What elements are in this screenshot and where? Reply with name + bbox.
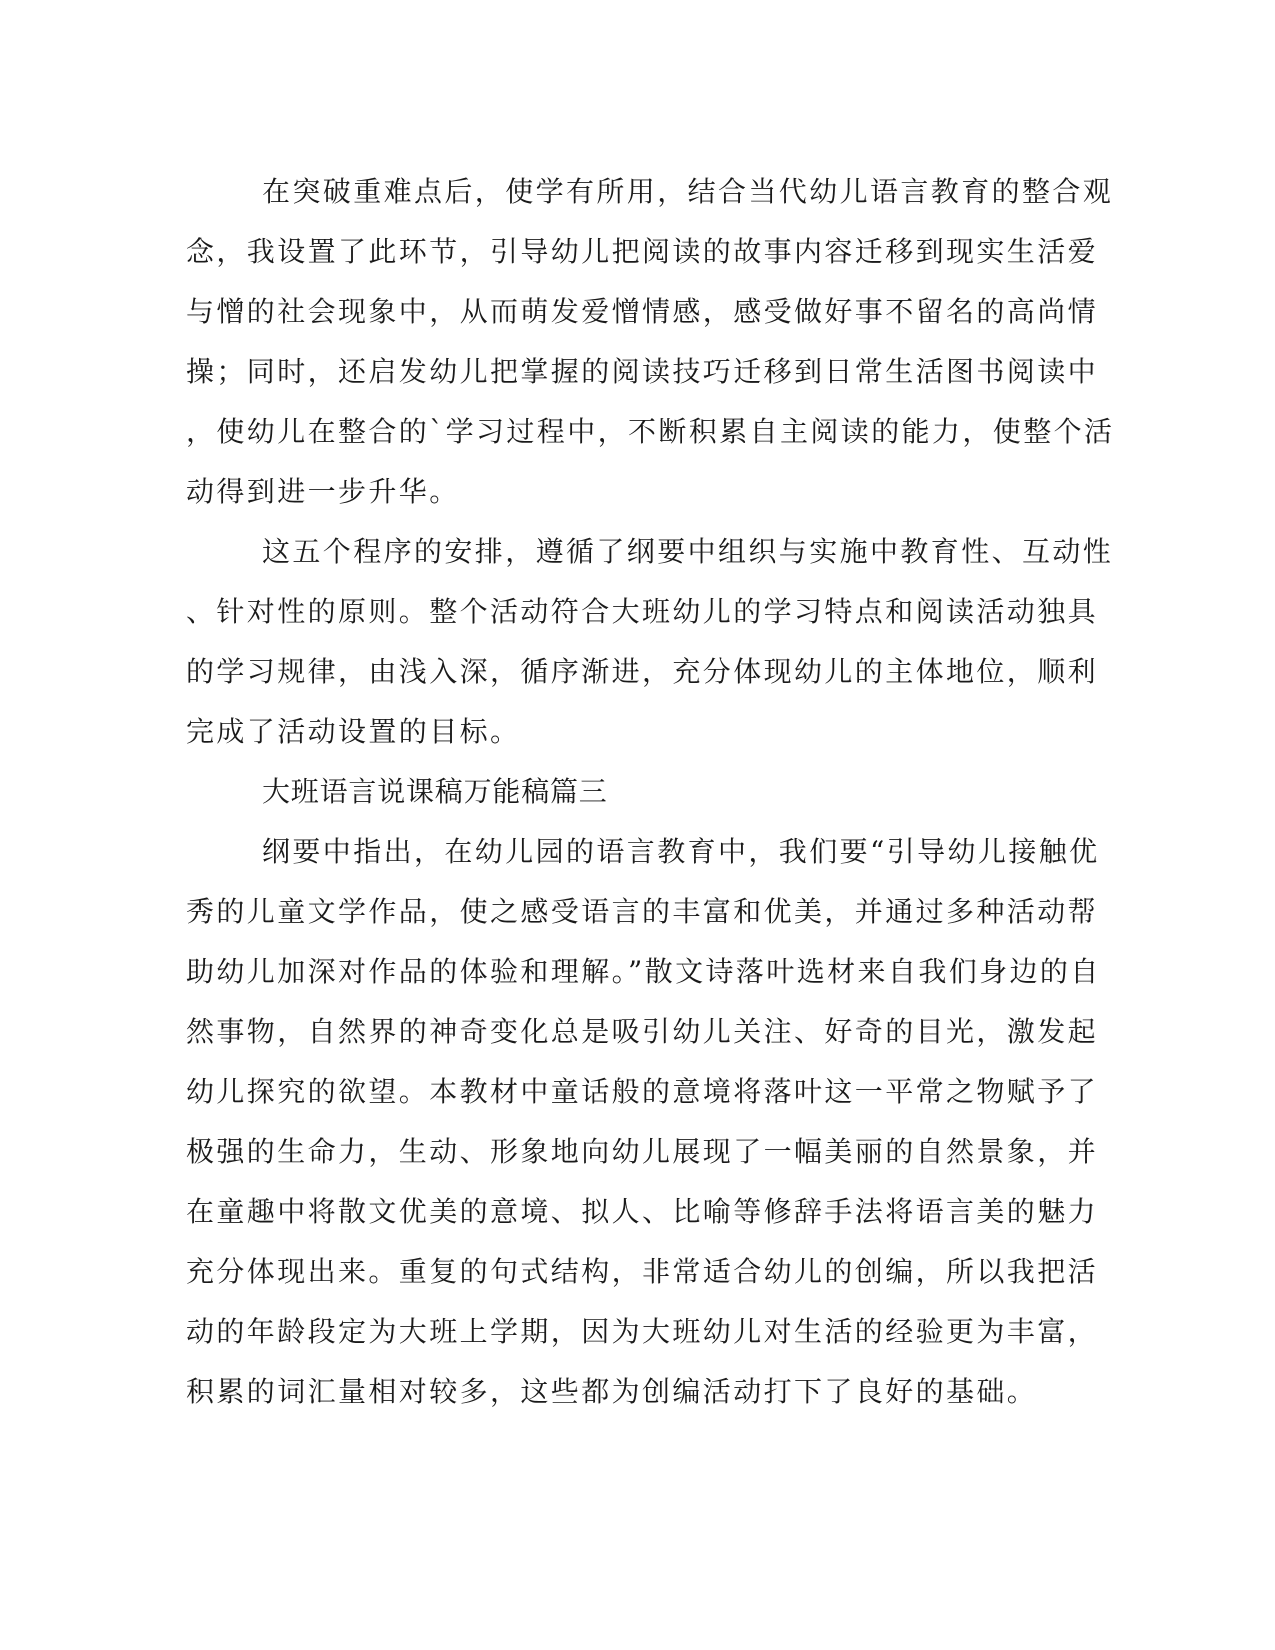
paragraph-line: 完成了活动设置的目标。: [186, 715, 521, 748]
paragraph-line: 然事物，自然界的神奇变化总是吸引幼儿关注、好奇的目光，激发起: [186, 1015, 1099, 1048]
paragraph-line: 动的年龄段定为大班上学期，因为大班幼儿对生活的经验更为丰富，: [186, 1315, 1099, 1348]
section-heading: 大班语言说课稿万能稿篇三: [262, 775, 608, 808]
paragraph-3: [186, 822, 1101, 1422]
paragraph-line: 的学习规律，由浅入深，循序渐进，充分体现幼儿的主体地位，顺利: [186, 655, 1099, 688]
paragraph-line: 积累的词汇量相对较多，这些都为创编活动打下了良好的基础。: [186, 1375, 1038, 1408]
paragraph-line: 动得到进一步升华。: [186, 475, 460, 508]
paragraph-line: 操；同时，还启发幼儿把掌握的阅读技巧迁移到日常生活图书阅读中: [186, 355, 1099, 388]
paragraph-line: 与憎的社会现象中，从而萌发爱憎情感，感受做好事不留名的高尚情: [186, 295, 1099, 328]
paragraph-line: ，使幼儿在整合的`学习过程中，不断积累自主阅读的能力，使整个活: [186, 415, 1115, 448]
paragraph-1: [186, 162, 1115, 522]
paragraph-line: 秀的儿童文学作品，使之感受语言的丰富和优美，并通过多种活动帮: [186, 895, 1099, 928]
document-body: [186, 162, 1115, 1422]
paragraph-line: 、针对性的原则。整个活动符合大班幼儿的学习特点和阅读活动独具: [186, 595, 1099, 628]
paragraph-line: 极强的生命力，生动、形象地向幼儿展现了一幅美丽的自然景象，并: [186, 1135, 1099, 1168]
paragraph-line: 充分体现出来。重复的句式结构，非常适合幼儿的创编，所以我把活: [186, 1255, 1099, 1288]
paragraph-line: 在童趣中将散文优美的意境、拟人、比喻等修辞手法将语言美的魅力: [186, 1195, 1099, 1228]
paragraph-line: 在突破重难点后，使学有所用，结合当代幼儿语言教育的整合观: [262, 175, 1114, 208]
paragraph-line: 纲要中指出，在幼儿园的语言教育中，我们要“引导幼儿接触优: [262, 835, 1100, 868]
paragraph-line: 助幼儿加深对作品的体验和理解。”散文诗落叶选材来自我们身边的自: [186, 955, 1101, 988]
paragraph-2: [186, 522, 1114, 762]
paragraph-line: 幼儿探究的欲望。本教材中童话般的意境将落叶这一平常之物赋予了: [186, 1075, 1099, 1108]
paragraph-line: 这五个程序的安排，遵循了纲要中组织与实施中教育性、互动性: [262, 535, 1114, 568]
paragraph-line: 念，我设置了此环节，引导幼儿把阅读的故事内容迁移到现实生活爱: [186, 235, 1099, 268]
